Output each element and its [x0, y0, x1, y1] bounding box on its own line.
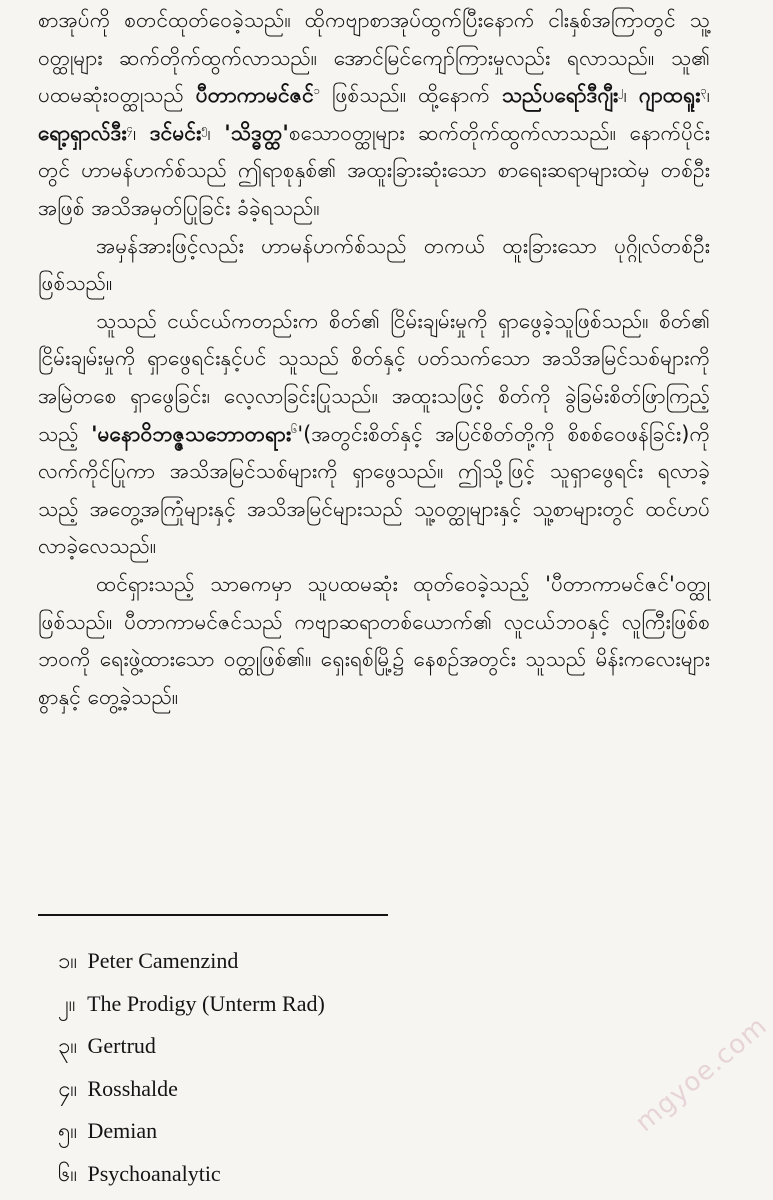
- book-title-gertrud: ဂျာထရူး: [638, 83, 701, 108]
- book-title-siddhartha: 'သိဒ္ဓတ္ထ': [224, 120, 289, 145]
- footnote-number: ၄။: [58, 1075, 78, 1101]
- paragraph-text: သူသည် ငယ်ငယ်ကတည်းက စိတ်၏ ငြိမ်းချမ်းမှုကို ရှာဖွေခဲ့သူဖြစ်သည်။ စိတ်၏ ငြိမ်းချမ်းမှုကို ရှာဖွေရင်းနှင့်ပင် သူသည် စိတ်နှင့် ပတ်သက်သော အသိအမြင်သစ်များကို အမြဲတစေ ရှာဖွေခြင်း၊ လေ့လာခြင်းပြုသည်။ အထူးသဖြင့် စိတ်ကို ခွဲခြမ်းစိတ်ဖြာကြည့်သည့်: [38, 308, 710, 446]
- footnote-item: [58, 1068, 325, 1111]
- footnote-text: Peter Camenzind: [87, 948, 239, 973]
- footnote-item: [58, 940, 325, 983]
- book-title-the-prodigy: သည်ပရော်ဒီဂျီး: [501, 83, 619, 108]
- footnote-text: Psychoanalytic: [87, 1160, 221, 1186]
- paragraph-text: '(အတွင်းစိတ်နှင့် အပြင်စိတ်တို့ကို စိစစ်ဝေဖန်ခြင်း)ကို လက်ကိုင်ပြုကာ အသိအမြင်သစ်များကို ရှာဖွေသည်။ ဤသို့ဖြင့် သူရှာဖွေရင်း ရလာခဲ့သည့် အတွေ့အကြုံများနှင့် အသိအမြင်များသည် သူ့ဝတ္ထုများနှင့် သူ့စာများတွင် ထင်ဟပ်လာခဲ့လေသည်။: [38, 421, 710, 559]
- body-paragraph-1: [38, 2, 710, 228]
- footnote-divider: [38, 914, 388, 916]
- paragraph-text: ၊: [623, 83, 639, 108]
- footnote-text: The Prodigy (Unterm Rad): [87, 990, 325, 1016]
- paragraph-text: ၊: [207, 120, 225, 145]
- footnote-number: ၃။: [58, 1033, 78, 1058]
- site-watermark: mgyoe.com: [630, 1010, 773, 1138]
- book-title-rosshalde: ရော့ရှာလ်ဒီး: [38, 120, 127, 145]
- footnote-number: ၆။: [58, 1160, 78, 1186]
- footnote-item: [58, 1153, 325, 1196]
- footnote-marker: ၆: [291, 422, 298, 436]
- footnote-marker: ၄: [126, 121, 133, 135]
- footnote-item: [58, 1025, 325, 1068]
- footnote-list: [58, 940, 325, 1195]
- footnote-text: Gertrud: [87, 1033, 156, 1058]
- footnote-marker: ၂: [618, 84, 624, 98]
- footnote-number: ၁။: [58, 948, 78, 973]
- footnote-item: [58, 1110, 325, 1153]
- term-psychoanalytic: 'မနောဝိဘဇ္ဇသဘောတရား: [91, 421, 292, 446]
- footnote-marker: ၅: [201, 121, 208, 135]
- paragraph-text: ၊: [706, 83, 711, 108]
- paragraph-text: ဖြစ်သည်။ ထို့နောက်: [319, 83, 502, 108]
- footnote-marker: ၁: [313, 84, 320, 98]
- footnote-text: Rosshalde: [87, 1075, 178, 1101]
- book-title-demian: ဒင်မင်း: [149, 120, 202, 145]
- book-title-peter-camenzind: ပီတာကာမင်ဇင်: [195, 83, 314, 108]
- footnote-marker: ၃: [700, 84, 707, 98]
- paragraph-text: စသောဝတ္ထုများ ဆက်တိုက်ထွက်လာသည်။ နောက်ပိုင်းတွင် ဟာမန်ဟက်စ်သည် ဤရာစုနှစ်၏ အထူးခြားဆုံးသော စာရေးဆရာများထဲမှ တစ်ဦးအဖြစ် အသိအမှတ်ပြုခြင်း ခံခဲ့ရသည်။: [38, 120, 711, 220]
- body-paragraph-2: အမှန်အားဖြင့်လည်း ဟာမန်ဟက်စ်သည် တကယ် ထူးခြားသော ပုဂ္ဂိုလ်တစ်ဦး ဖြစ်သည်။: [38, 233, 710, 296]
- body-paragraph-4: ထင်ရှားသည့် သာဓကမှာ သူပထမဆုံး ထုတ်ဝေခဲ့သည့် 'ပီတာကာမင်ဇင်'ဝတ္ထု ဖြစ်သည်။ ပီတာကာမင်ဇင်သည် ကဗျာဆရာတစ်ယောက်၏ လူငယ်ဘဝနှင့် လူကြီးဖြစ်စ ဘဝကို ရေးဖွဲ့ထားသော ဝတ္ထုဖြစ်၏။ ရှေးရစ်မြို့၌ နေစဉ်အတွင်း သူသည် မိန်းကလေးများစွာနှင့် တွေ့ခဲ့သည်။: [38, 571, 710, 709]
- footnote-item: [58, 983, 325, 1026]
- footnote-number: ၅။: [58, 1118, 78, 1143]
- body-paragraph-3: [38, 303, 710, 566]
- paragraph-text: ၊: [132, 120, 150, 145]
- footnote-number: ၂။: [58, 990, 76, 1016]
- footnote-text: Demian: [87, 1118, 158, 1143]
- paragraph-text: စာအုပ်ကို စတင်ထုတ်ဝေခဲ့သည်။ ထိုကဗျာစာအုပ်ထွက်ပြီးနောက် ငါးနှစ်အကြာတွင် သူ့ဝတ္ထုများ ဆက်တိုက်ထွက်လာသည်။ အောင်မြင်ကျော်ကြားမှုလည်း ရလာသည်။ သူ၏ ပထမဆုံးဝတ္ထုသည်: [38, 8, 710, 108]
